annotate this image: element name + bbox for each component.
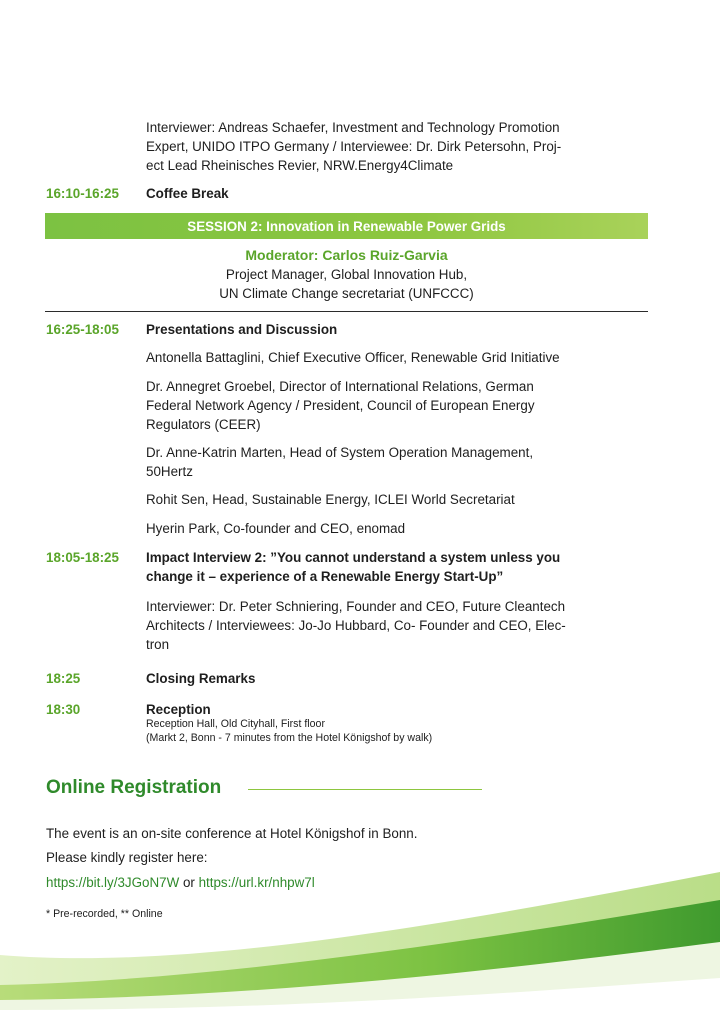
registration-rule bbox=[248, 789, 482, 790]
speaker-line: Hyerin Park, Co-founder and CEO, enomad bbox=[146, 521, 406, 536]
speaker-line: 50Hertz bbox=[146, 464, 193, 479]
closing-time: 18:25 bbox=[46, 671, 81, 686]
registration-heading: Online Registration bbox=[46, 777, 222, 798]
speaker-item bbox=[146, 348, 646, 367]
interview2-time: 18:05-18:25 bbox=[46, 550, 119, 565]
presentations-title: Presentations and Discussion bbox=[146, 322, 338, 337]
registration-text: The event is an on-site conference at Hotel Königshof in Bonn. bbox=[46, 826, 418, 841]
speaker-line: Antonella Battaglini, Chief Executive Officer, Renewable Grid Initiative bbox=[146, 350, 560, 365]
speaker-line: Regulators (CEER) bbox=[146, 417, 261, 432]
interview1-line: Interviewer: Andreas Schaefer, Investment and Technology Promotion bbox=[146, 120, 560, 135]
speaker-line: Federal Network Agency / President, Council of European Energy bbox=[146, 398, 535, 413]
registration-link-urlkr[interactable]: https://url.kr/nhpw7l bbox=[198, 875, 315, 890]
interview2-line: tron bbox=[146, 637, 170, 652]
footnote: * Pre-recorded, ** Online bbox=[46, 908, 163, 920]
session2-banner: SESSION 2: Innovation in Renewable Power Grids bbox=[45, 213, 648, 239]
registration-text: Please kindly register here: bbox=[46, 850, 208, 865]
interview1-line: Expert, UNIDO ITPO Germany / Interviewee: Dr. Dirk Petersohn, Proj- bbox=[146, 139, 562, 154]
moderator-name: Moderator: Carlos Ruiz-Garvia bbox=[245, 247, 448, 263]
green-swoosh-decoration bbox=[0, 860, 720, 1016]
reception-details bbox=[146, 717, 646, 745]
moderator-role: Project Manager, Global Innovation Hub, bbox=[225, 267, 468, 282]
speaker-item bbox=[146, 490, 646, 509]
session-divider bbox=[45, 311, 648, 312]
coffee-time: 16:10-16:25 bbox=[46, 186, 119, 201]
speaker-line: Rohit Sen, Head, Sustainable Energy, ICLEI World Secretariat bbox=[146, 492, 515, 507]
interview2-title-line: Impact Interview 2: ”You cannot understand a system unless you bbox=[146, 550, 561, 565]
speaker-item bbox=[146, 443, 646, 481]
reception-time: 18:30 bbox=[46, 702, 81, 717]
interview1-details bbox=[146, 118, 646, 175]
speaker-item bbox=[146, 519, 646, 538]
interview2-details bbox=[146, 597, 646, 654]
interview2-title bbox=[146, 548, 646, 586]
interview2-line: Interviewer: Dr. Peter Schniering, Founder and CEO, Future Cleantech bbox=[146, 599, 566, 614]
registration-link-bitly[interactable]: https://bit.ly/3JGoN7W bbox=[46, 875, 180, 890]
closing-title: Closing Remarks bbox=[146, 671, 256, 686]
moderator-role: UN Climate Change secretariat (UNFCCC) bbox=[219, 286, 474, 301]
reception-line: (Markt 2, Bonn - 7 minutes from the Hotel Königshof by walk) bbox=[146, 732, 433, 744]
speaker-item bbox=[146, 377, 646, 434]
interview2-title-line: change it – experience of a Renewable Energy Start-Up” bbox=[146, 569, 504, 584]
coffee-title: Coffee Break bbox=[146, 186, 229, 201]
speaker-line: Dr. Anne-Katrin Marten, Head of System Operation Management, bbox=[146, 445, 534, 460]
or-text: or bbox=[179, 875, 199, 890]
moderator-block bbox=[45, 246, 648, 303]
speaker-line: Dr. Annegret Groebel, Director of International Relations, German bbox=[146, 379, 534, 394]
reception-title: Reception bbox=[146, 702, 211, 717]
interview2-line: Architects / Interviewees: Jo-Jo Hubbard, Co- Founder and CEO, Elec- bbox=[146, 618, 566, 633]
interview1-line: ect Lead Rheinisches Revier, NRW.Energy4Climate bbox=[146, 158, 454, 173]
presentations-time: 16:25-18:05 bbox=[46, 322, 119, 337]
reception-line: Reception Hall, Old Cityhall, First floor bbox=[146, 718, 325, 730]
